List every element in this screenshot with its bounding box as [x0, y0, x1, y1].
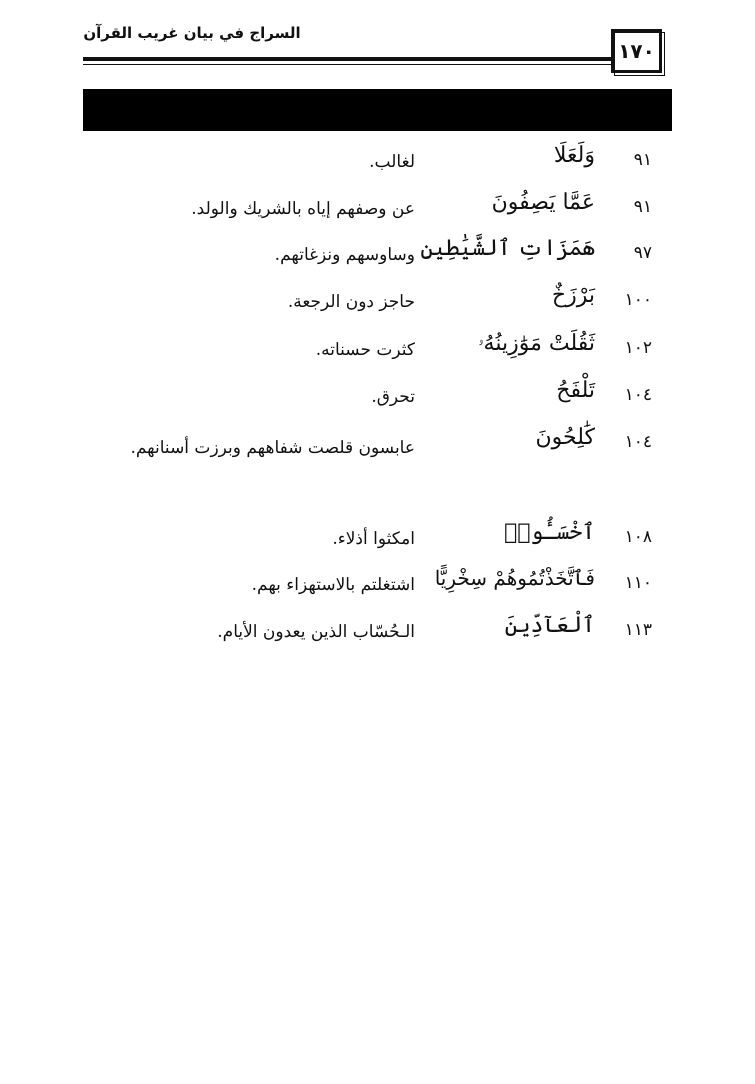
verse-number: ١٠٤	[624, 432, 652, 452]
word-meaning: كثرت حسناته.	[315, 340, 415, 360]
running-header-title: السراج في بيان غريب القرآن	[83, 24, 301, 42]
word-meaning: وساوسهم ونزغاتهم.	[274, 245, 415, 265]
word-meaning: لغالب.	[369, 152, 415, 172]
quran-word: هَمَزَاتِ ٱلشَّيَٰطِينِ	[420, 236, 595, 261]
quran-word: ٱلْعَآدِّينَ	[504, 613, 595, 638]
verse-number: ١٠٢	[624, 338, 652, 358]
word-meaning: تحرق.	[371, 387, 415, 407]
quran-word: فَٱتَّخَذْتُمُوهُمْ سِخْرِيًّا	[434, 566, 595, 590]
quran-word: بَرْزَخٌ	[551, 283, 595, 308]
verse-number: ١١٠	[624, 573, 652, 593]
verse-number: ٩١	[633, 197, 652, 217]
word-meaning: عابسون قلصت شفاههم وبرزت أسنانهم.	[130, 438, 415, 458]
verse-number: ٩٧	[633, 243, 652, 263]
word-meaning: اشتغلتم بالاستهزاء بهم.	[251, 575, 415, 595]
quran-word: تَلْفَحُ	[556, 378, 595, 403]
word-meaning: امكثوا أذلاء.	[332, 529, 415, 549]
word-meaning: عن وصفهم إياه بالشريك والولد.	[191, 199, 415, 219]
verse-number: ٩١	[633, 150, 652, 170]
quran-word: كَٰلِحُونَ	[535, 425, 595, 450]
verse-number: ١٠٨	[624, 527, 652, 547]
verse-number: ١٠٠	[624, 290, 652, 310]
page-number: ١٧٠	[618, 39, 655, 63]
word-meaning: الـحُسّاب الذين يعدون الأيام.	[217, 622, 415, 642]
verse-number: ١٠٤	[624, 385, 652, 405]
quran-word: عَمَّا يَصِفُونَ	[491, 190, 595, 215]
quran-word: وَلَعَلَا	[553, 143, 595, 168]
verse-number: ١١٣	[624, 620, 652, 640]
quran-word: ٱخْسَـُٔوا۟	[504, 520, 595, 545]
quran-word: ثَقُلَتْ مَوَٰزِينُهُۥ	[478, 331, 595, 356]
word-meaning: حاجز دون الرجعة.	[287, 292, 415, 312]
